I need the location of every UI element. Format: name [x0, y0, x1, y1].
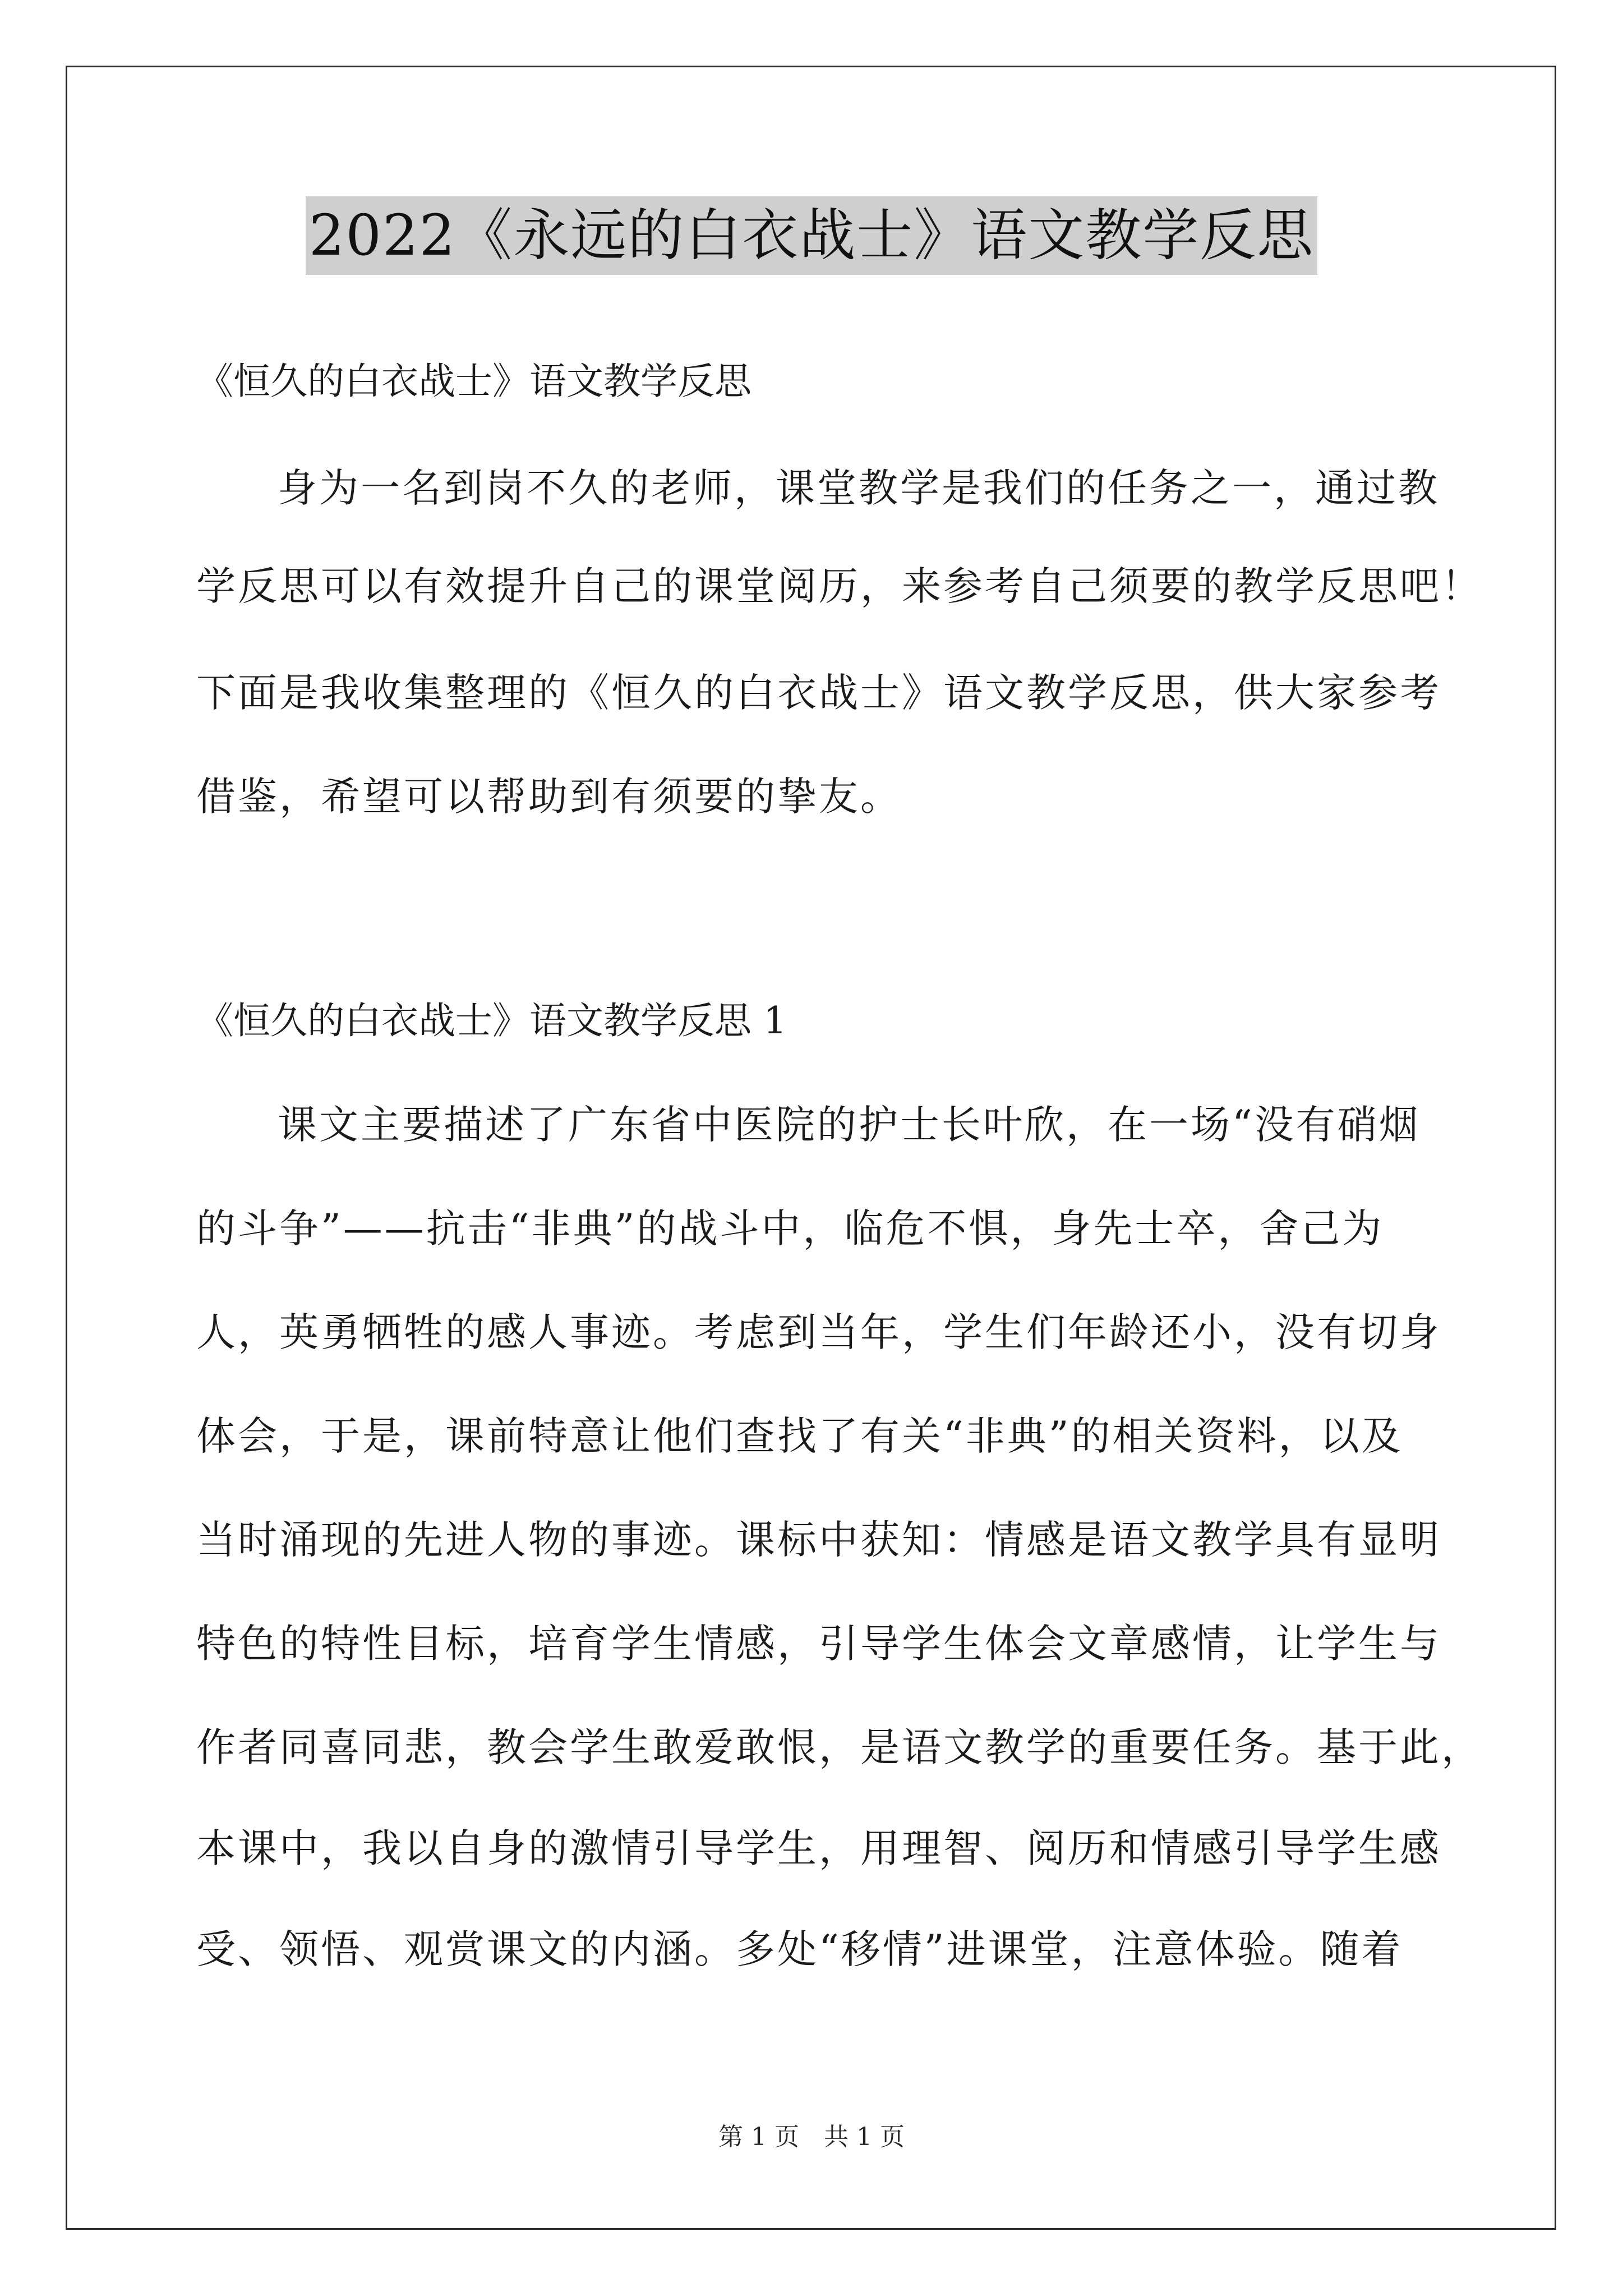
page-footer: 第 1 页 共 1 页	[718, 2123, 905, 2151]
section-heading: 《恒久的白衣战士》语文教学反思 1	[196, 999, 787, 1042]
paragraph-line: 特色的特性目标，培育学生情感，引导学生体会文章感情，让学生与	[196, 1621, 1441, 1667]
paragraph-line: 下面是我收集整理的《恒久的白衣战士》语文教学反思，供大家参考	[196, 670, 1441, 716]
paragraph-line: 本课中，我以自身的激情引导学生，用理智、阅历和情感引导学生感	[196, 1825, 1441, 1871]
document-subtitle: 《恒久的白衣战士》语文教学反思	[196, 360, 751, 403]
paragraph-line: 学反思可以有效提升自己的课堂阅历，来参考自己须要的教学反思吧！	[196, 563, 1483, 609]
paragraph-line: 受、领悟、观赏课文的内涵。多处“移情”进课堂，注意体验。随着	[196, 1926, 1403, 1972]
paragraph-line: 体会，于是，课前特意让他们查找了有关“非典”的相关资料，以及	[196, 1413, 1403, 1459]
paragraph-line: 人，英勇牺牲的感人事迹。考虑到当年，学生们年龄还小，没有切身	[196, 1309, 1441, 1355]
paragraph-line: 身为一名到岗不久的老师，课堂教学是我们的任务之一，通过教	[278, 465, 1440, 511]
paragraph-line: 作者同喜同悲，教会学生敢爱敢恨，是语文教学的重要任务。基于此，	[196, 1724, 1483, 1770]
document-title: 2022《永远的白衣战士》语文教学反思	[306, 196, 1318, 275]
paragraph-line: 当时涌现的先进人物的事迹。课标中获知：情感是语文教学具有显明	[196, 1517, 1441, 1563]
paragraph-line: 的斗争”——抗击“非典”的战斗中，临危不惧，身先士卒，舍己为	[196, 1205, 1384, 1251]
paragraph-line: 借鉴，希望可以帮助到有须要的挚友。	[196, 774, 902, 820]
title-container	[0, 196, 1623, 275]
paragraph-line: 课文主要描述了广东省中医院的护士长叶欣，在一场“没有硝烟	[278, 1102, 1421, 1148]
